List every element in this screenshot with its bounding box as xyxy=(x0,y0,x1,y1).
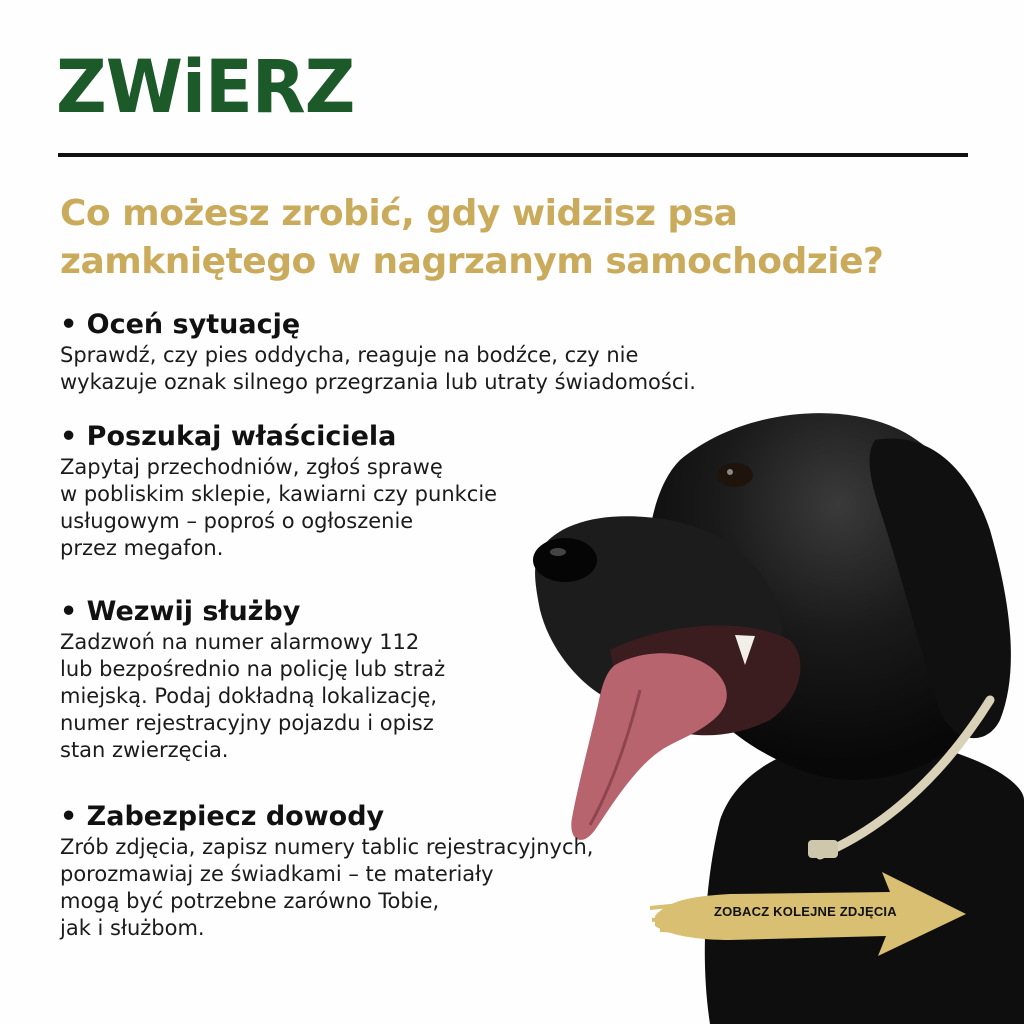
brand-logo: ZWiERZ xyxy=(56,43,355,131)
section-secure-evidence xyxy=(60,800,593,942)
divider xyxy=(58,153,968,157)
section-body: Zapytaj przechodniów, zgłoś sprawę w pobliskim sklepie, kawiarni czy punkcie usługowym – poproś o ogłoszenie przez megafon. xyxy=(60,455,498,560)
next-photos-button[interactable]: ZOBACZ KOLEJNE ZDJĘCIA xyxy=(714,904,897,919)
section-title: • Poszukaj właściciela xyxy=(60,421,397,452)
page-headline: Co możesz zrobić, gdy widzisz psa zamkniętego w nagrzanym samochodzie? xyxy=(60,193,884,282)
section-find-owner xyxy=(60,420,497,562)
section-body: Zrób zdjęcia, zapisz numery tablic rejestracyjnych, porozmawiaj ze świadkami – te materiały mogą być potrzebne zarówno Tobie, jak i służbom. xyxy=(60,835,594,940)
section-body: Zadzwoń na numer alarmowy 112 lub bezpośrednio na policję lub straż miejską. Podaj dokładną lokalizację, numer rejestracyjny pojazdu i opisz stan zwierzęcia. xyxy=(60,630,446,762)
section-assess xyxy=(60,308,696,396)
section-call-services xyxy=(60,595,445,764)
section-body: Sprawdź, czy pies oddycha, reaguje na bodźce, czy nie wykazuje oznak silnego przegrzania lub utraty świadomości. xyxy=(60,343,696,394)
section-title: • Oceń sytuację xyxy=(60,309,301,340)
section-title: • Wezwij służby xyxy=(60,596,301,627)
section-title: • Zabezpiecz dowody xyxy=(60,801,385,832)
